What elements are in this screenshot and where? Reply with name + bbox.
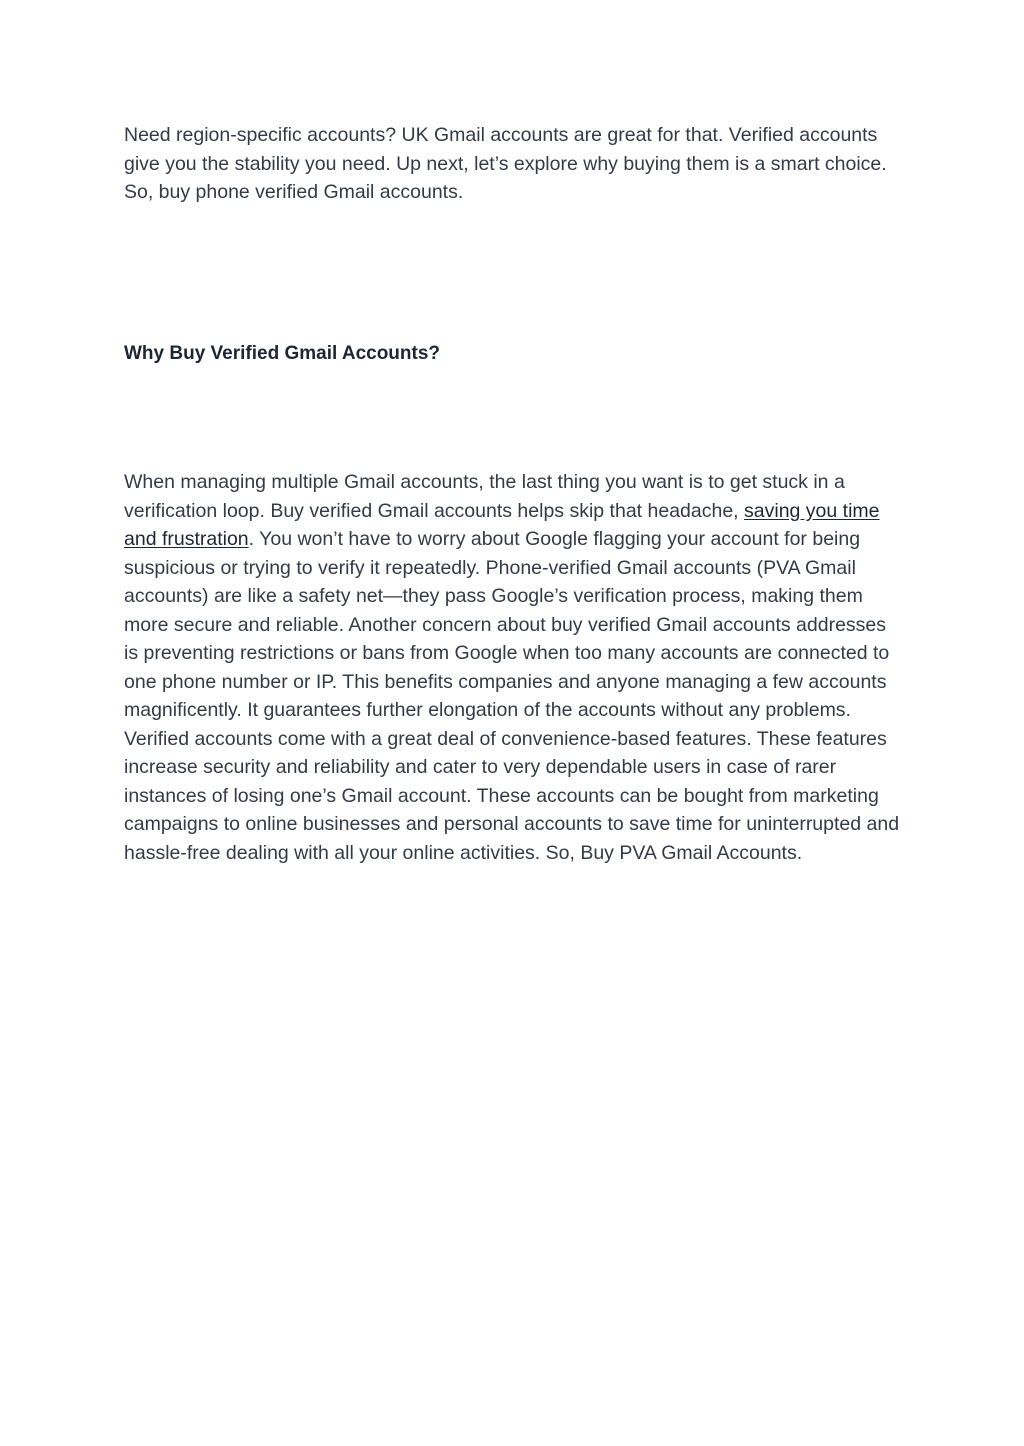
body-text-after-link: . You won’t have to worry about Google flagging your account for being suspicious or trying to verify it repeatedly. Phone-verified Gmail accounts (PVA Gmail accounts) are like a safety net—they pass Google’s verification process, making them more secure and reliable. Another concern about buy verified Gmail accounts addresses is preventing restrictions or bans from Google when too many accounts are connected to one phone number or IP. This benefits companies and anyone managing a few accounts magnificently. It guarantees further elongation of the accounts without any problems. Verified accounts come with a great deal of convenience-based features. These features increase security and reliability and cater to very dependable users in case of rarer instances of losing one’s Gmail account. These accounts can be bought from marketing campaigns to online businesses and personal accounts to save time for uninterrupted and hassle-free dealing with all your online activities. So, Buy PVA Gmail Accounts.: [124, 528, 900, 864]
saving-time-link[interactable]: saving you time and frustration: [124, 499, 880, 550]
section-heading: Why Buy Verified Gmail Accounts?: [124, 343, 441, 364]
intro-paragraph: Need region-specific accounts? UK Gmail accounts are great for that. Verified accounts give you the stability you need. Up next, let’s explore why buying them is a smart choice. So, buy phone verified Gmail accounts.: [124, 124, 887, 203]
body-paragraph: [124, 468, 900, 867]
body-text-before-link: When managing multiple Gmail accounts, the last thing you want is to get stuck in a verification loop. Buy verified Gmail accounts helps skip that headache,: [124, 471, 845, 522]
